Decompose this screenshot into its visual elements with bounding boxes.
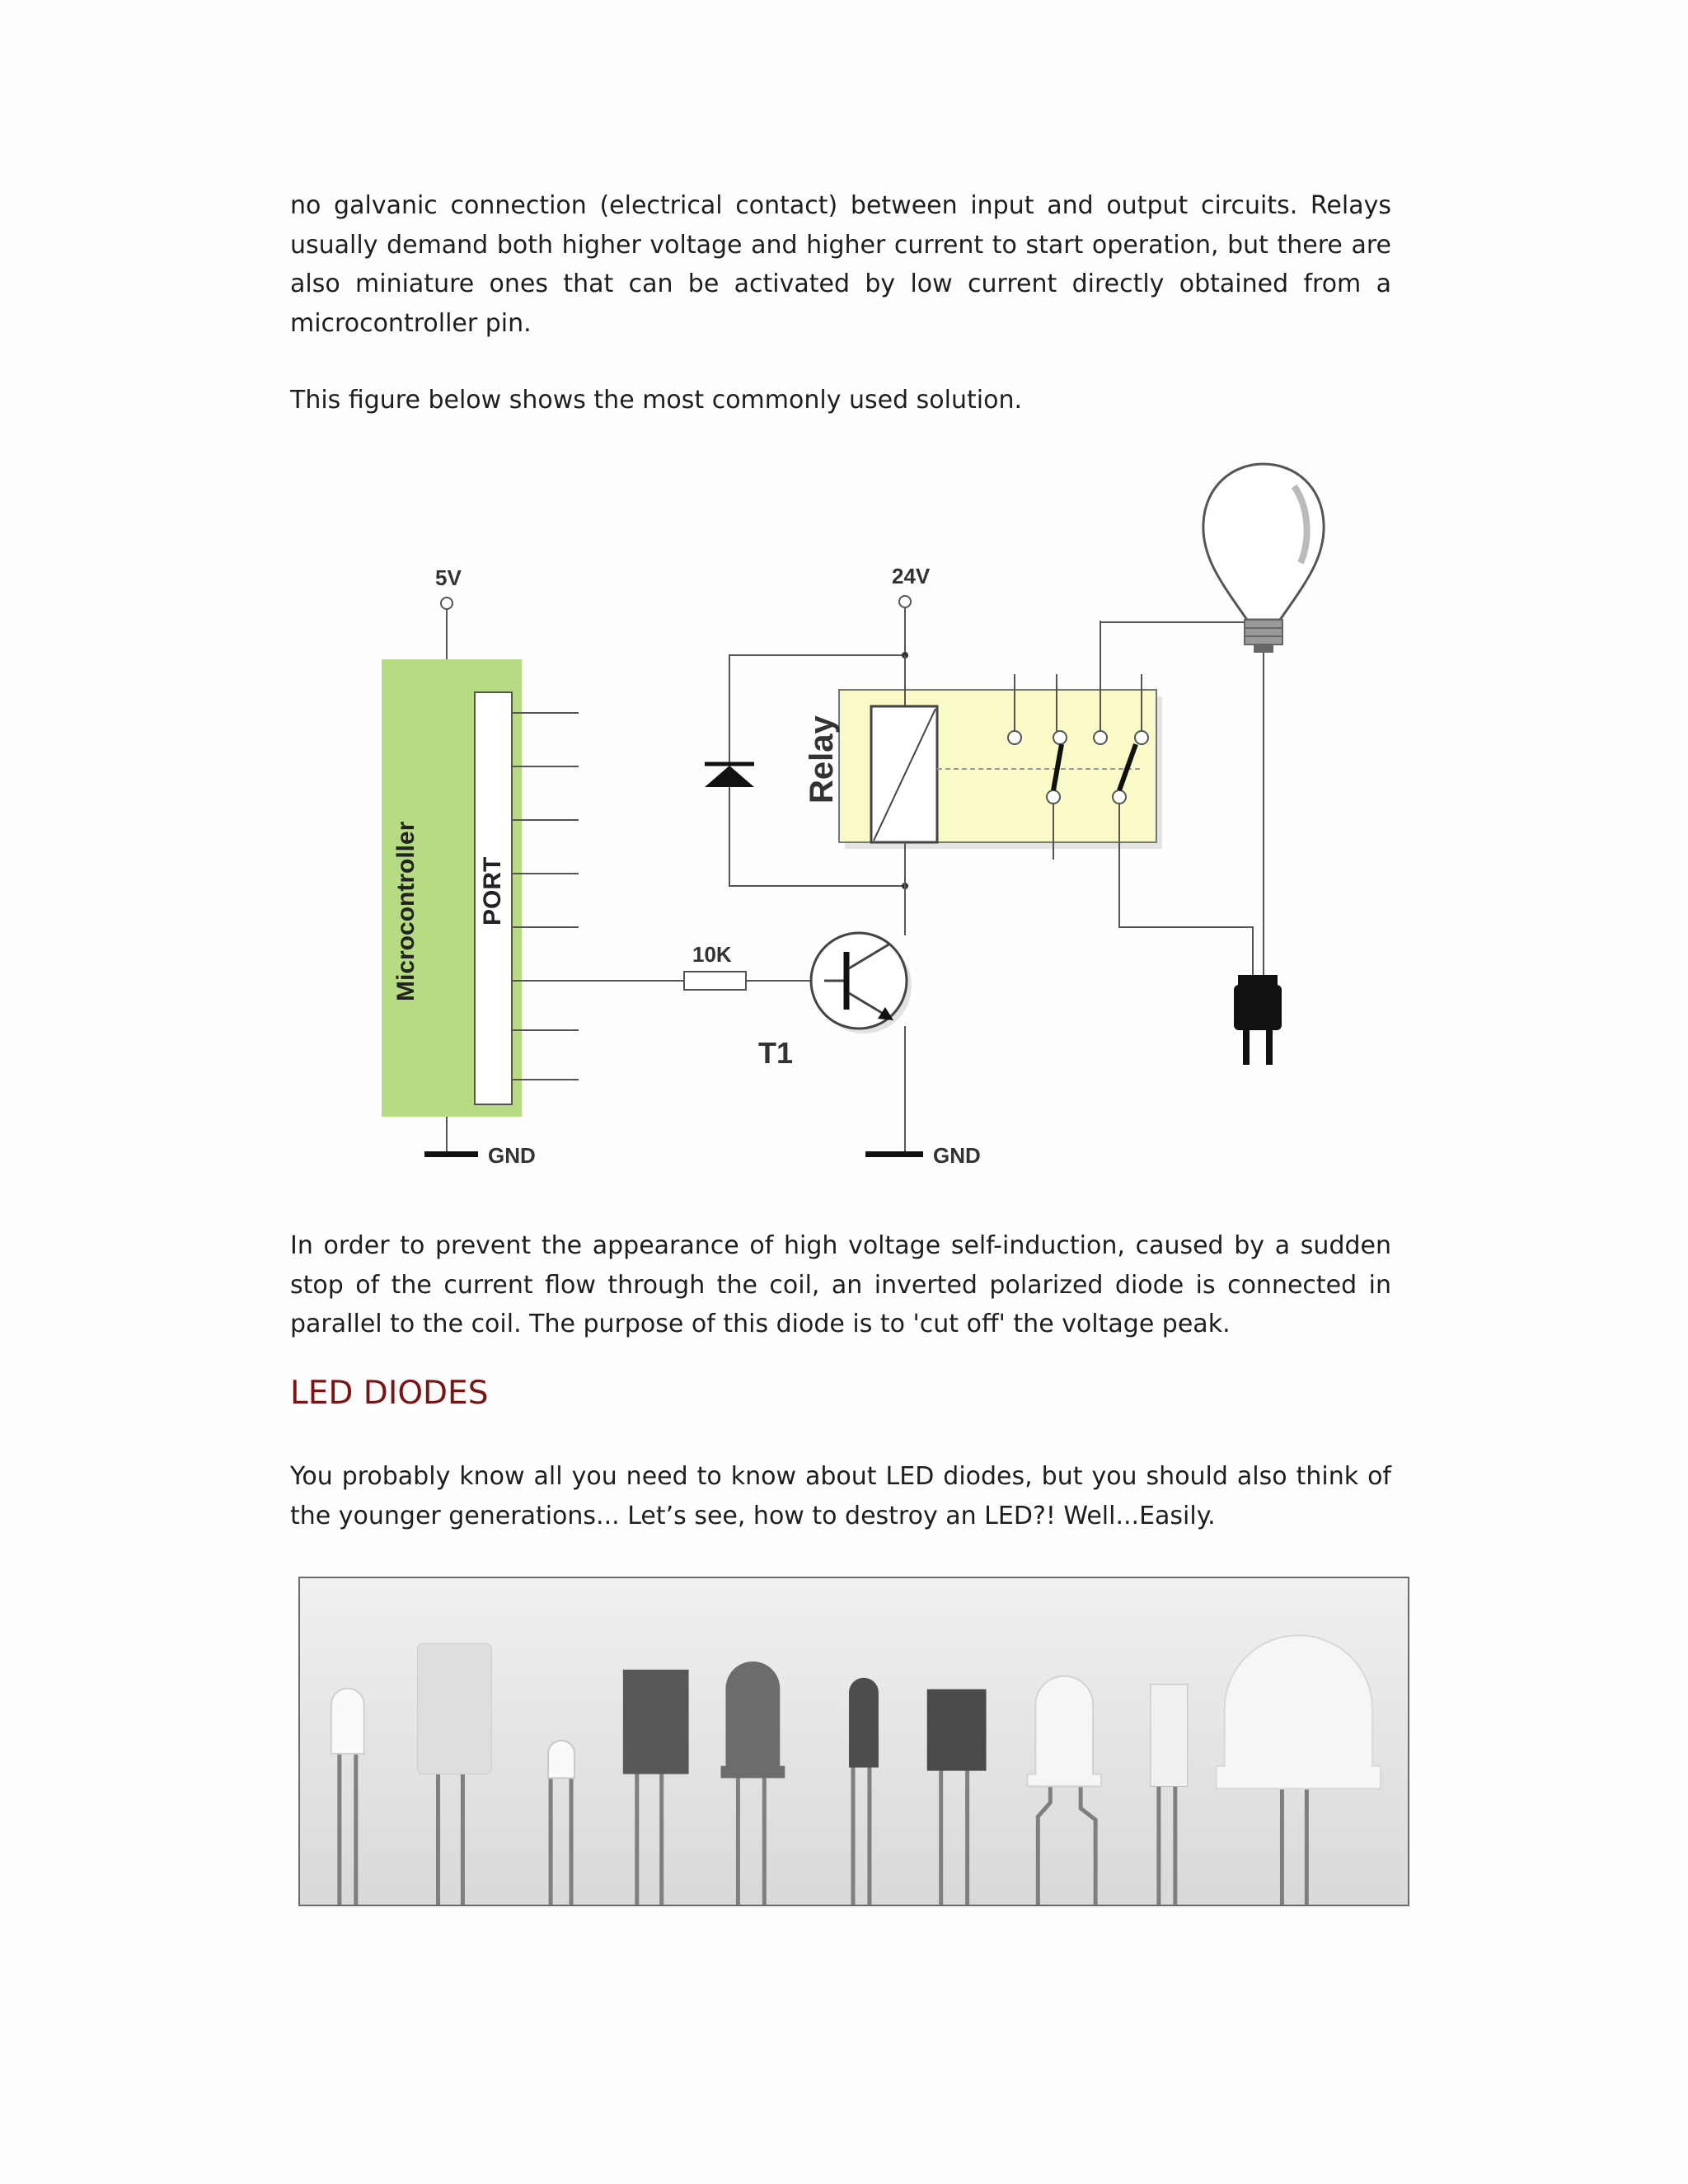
- paragraph-relays-intro: no galvanic connection (electrical contact) between input and output circuits. Relays usually demand both higher voltage and higher current to start operation, but there are also miniature ones that can be activated by low current directly obtained from a microcontroller pin.: [290, 191, 1391, 338]
- ground-right: [865, 1151, 923, 1157]
- section-heading-led-diodes: LED DIODES: [290, 1375, 489, 1412]
- power-plug-icon: [1234, 975, 1282, 1065]
- supply-24v: [899, 596, 911, 655]
- led-diodes-photo: [298, 1577, 1409, 1906]
- label-t1: T1: [758, 1036, 794, 1070]
- relay-circuit-diagram: [346, 457, 1335, 1199]
- light-bulb-icon: [1203, 464, 1324, 653]
- paragraph-diode-explanation: In order to prevent the appearance of high voltage self-induction, caused by a sudden stop of the current flow through the coil, an inverted polarized diode is connected in parallel to the coil. The purpose of this diode is to 'cut off' the voltage peak.: [290, 1231, 1391, 1338]
- port-pins: [512, 713, 684, 1080]
- label-5v: 5V: [435, 565, 462, 590]
- label-24v: 24V: [892, 564, 931, 588]
- ground-left: [424, 1117, 478, 1157]
- relay: [839, 621, 1162, 915]
- label-relay: Relay: [804, 715, 840, 804]
- label-10k: 10K: [692, 942, 732, 967]
- paragraph-led-intro: You probably know all you need to know about LED diodes, but you should also think of the younger generations... Let’s see, how to destroy an LED?! Well...Easily.: [290, 1462, 1391, 1530]
- transistor-t1: [811, 886, 912, 1154]
- supply-5v: [441, 598, 452, 659]
- diode: [705, 764, 754, 787]
- label-gnd-right: GND: [933, 1143, 981, 1168]
- label-microcontroller: Microcontroller: [392, 821, 420, 1001]
- label-gnd-left: GND: [488, 1143, 536, 1168]
- label-port: PORT: [479, 856, 506, 926]
- paragraph-figure-intro: This figure below shows the most commonly used solution.: [290, 386, 1023, 415]
- microcontroller-block: [382, 659, 684, 1117]
- resistor-10k: [684, 972, 824, 990]
